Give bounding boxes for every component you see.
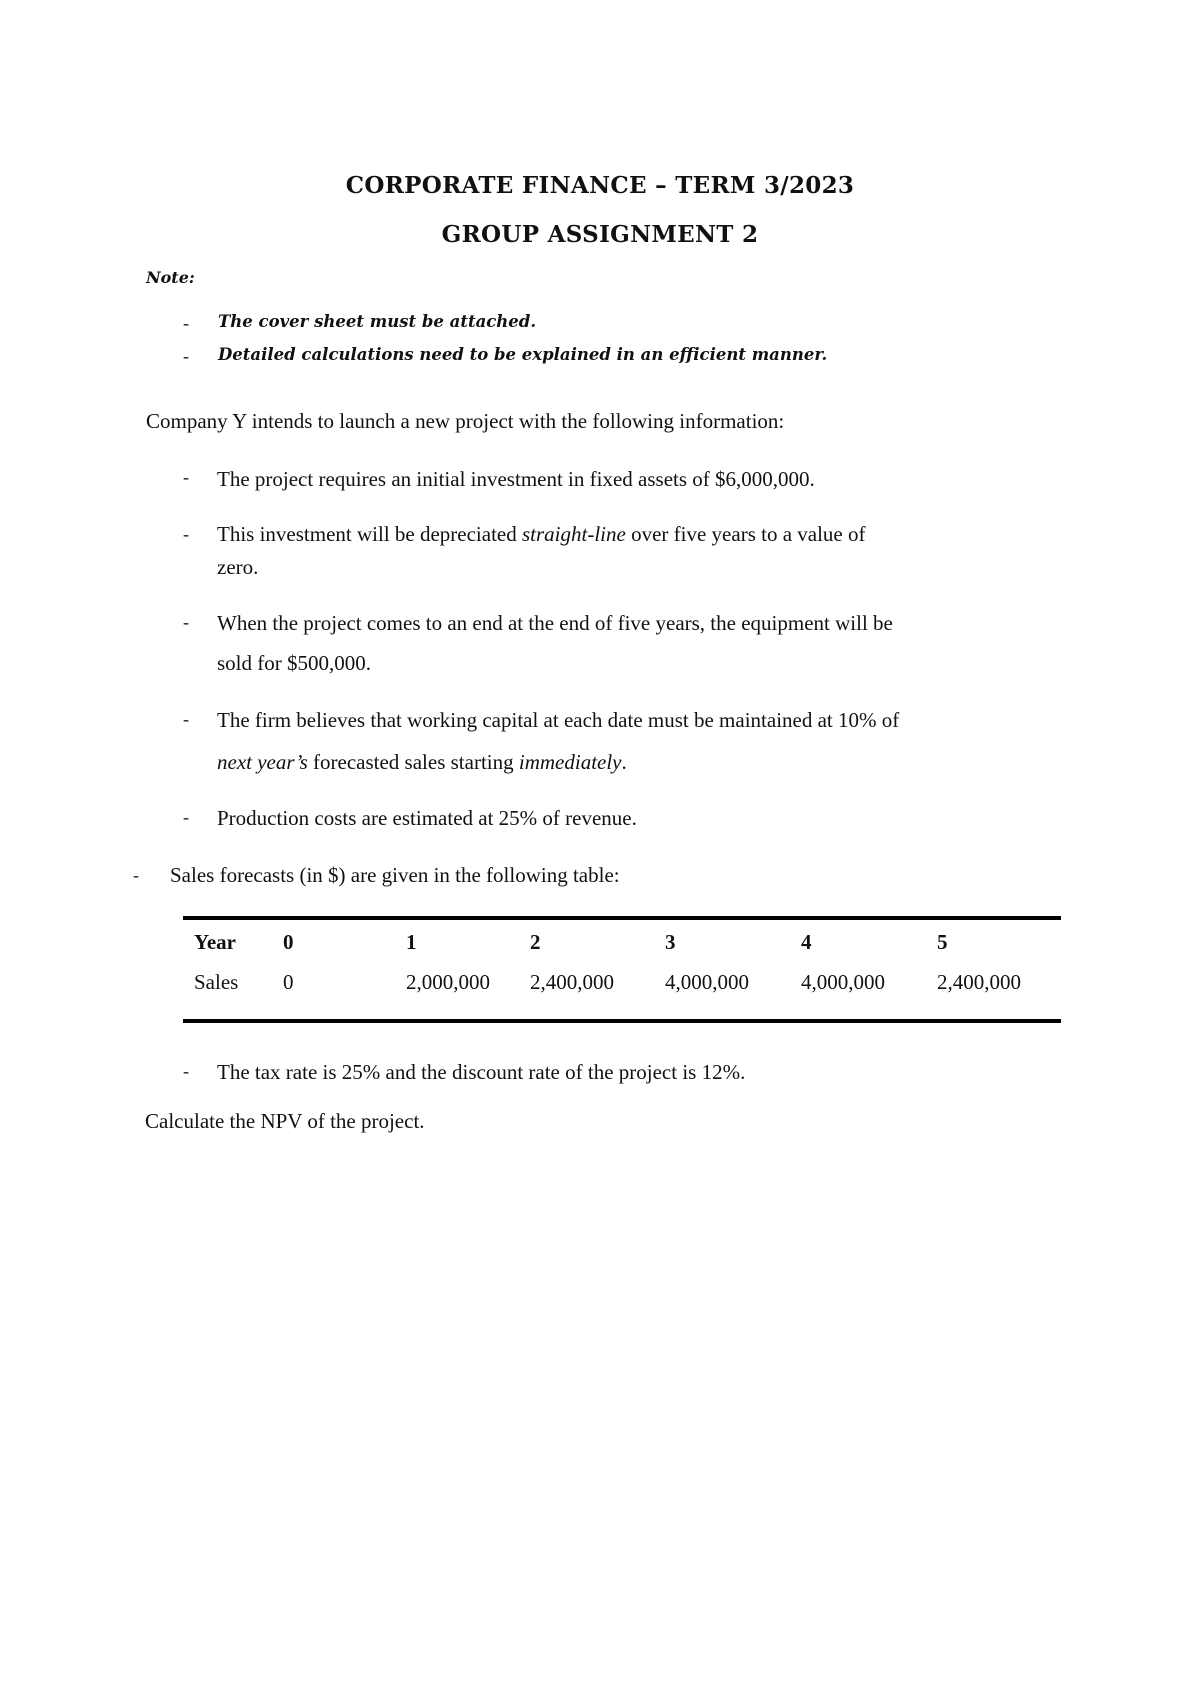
bullet-text-part: over five years to a value of	[625, 522, 866, 546]
page-title: CORPORATE FINANCE – TERM 3/2023	[345, 172, 855, 199]
bullet-dash: -	[133, 865, 139, 885]
bullet-sales-forecasts: Sales forecasts (in $) are given in the following table:	[170, 863, 620, 887]
bullet-production-costs: Production costs are estimated at 25% of revenue.	[217, 806, 637, 830]
bullet-dash: -	[183, 612, 189, 632]
bullet-dash: -	[183, 467, 189, 487]
table-cell: Sales	[194, 970, 239, 994]
bullet-dash: -	[183, 1061, 189, 1081]
table-cell: 4,000,000	[801, 970, 885, 994]
table-header-cell: 1	[406, 930, 417, 954]
bullet-tax-discount: The tax rate is 25% and the discount rate of the project is 12%.	[217, 1060, 746, 1084]
bullet-text-part: .	[621, 750, 627, 774]
bullet-dash: -	[183, 807, 189, 827]
bullet-working-capital: The firm believes that working capital at each date must be maintained at 10% of	[217, 708, 900, 732]
bullet-depreciation	[217, 522, 1017, 547]
table-header-cell: 5	[937, 930, 948, 954]
question-text: Calculate the NPV of the project.	[145, 1109, 425, 1133]
table-header-cell: 4	[801, 930, 812, 954]
bullet-emphasis: next year’s	[217, 750, 308, 774]
bullet-text-part: This investment will be depreciated	[217, 522, 522, 546]
bullet-salvage-line2: sold for $500,000.	[217, 651, 371, 675]
table-cell: 2,400,000	[937, 970, 1021, 994]
bullet-dash: -	[183, 709, 189, 729]
bullet-text-part: forecasted sales starting	[307, 750, 519, 774]
bullet-dash: -	[183, 524, 189, 544]
intro-text: Company Y intends to launch a new project with the following information:	[146, 409, 785, 433]
table-header-cell: 3	[665, 930, 676, 954]
table-header-cell: 2	[530, 930, 541, 954]
bullet-depreciation-line2: zero.	[217, 555, 259, 579]
table-header-cell: Year	[194, 930, 236, 954]
bullet-emphasis: immediately	[518, 750, 622, 774]
note-dash: -	[183, 346, 189, 366]
bullet-emphasis: straight-line	[522, 522, 626, 546]
note-label: Note:	[146, 268, 195, 287]
table-header-cell: 0	[283, 930, 294, 954]
bullet-salvage: When the project comes to an end at the end of five years, the equipment will be	[217, 611, 893, 635]
table-cell: 4,000,000	[665, 970, 749, 994]
page-subtitle: GROUP ASSIGNMENT 2	[441, 221, 759, 248]
table-cell: 2,400,000	[530, 970, 614, 994]
note-item: The cover sheet must be attached.	[218, 312, 537, 331]
note-item: Detailed calculations need to be explained in an efficient manner.	[218, 345, 828, 364]
bullet-investment: The project requires an initial investment in fixed assets of $6,000,000.	[217, 467, 815, 491]
table-top-rule	[183, 916, 1061, 920]
note-dash: -	[183, 313, 189, 333]
table-cell: 0	[283, 970, 294, 994]
table-cell: 2,000,000	[406, 970, 490, 994]
bullet-working-capital-line2	[217, 750, 1017, 775]
table-bottom-rule	[183, 1019, 1061, 1023]
